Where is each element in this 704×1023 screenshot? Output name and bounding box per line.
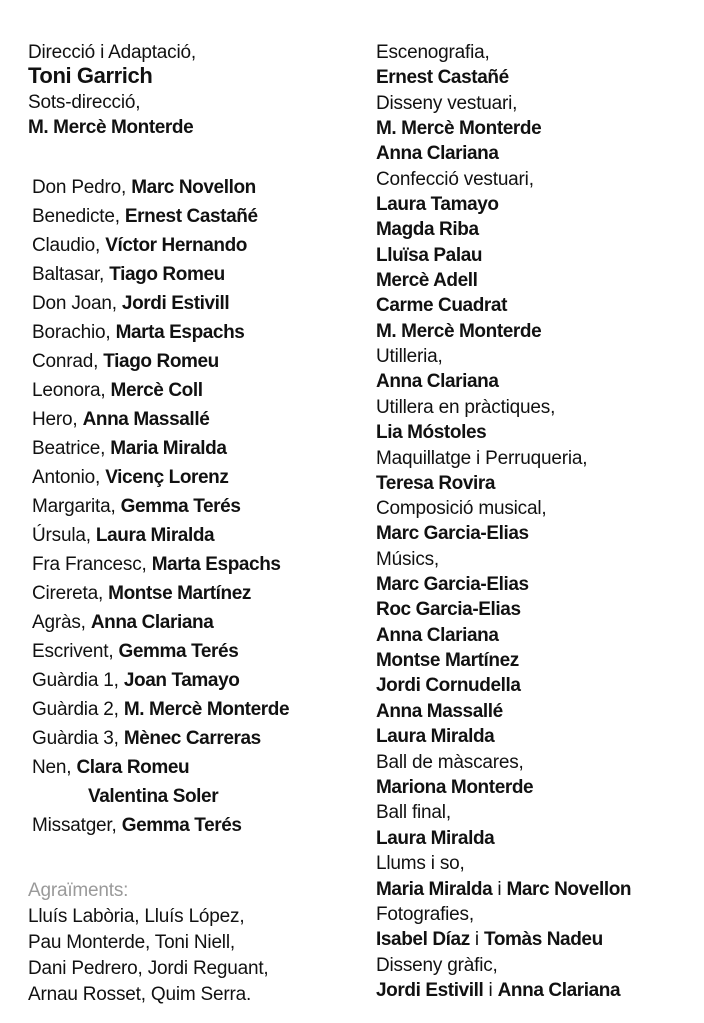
- cast-role: Missatger,: [32, 815, 117, 836]
- crew-role: Maquillatge i Perruqueria,: [376, 448, 588, 469]
- crew-role: Disseny gràfic,: [376, 955, 498, 976]
- crew-role: Llums i so,: [376, 853, 465, 874]
- cast-actor: Gemma Terés: [121, 815, 242, 836]
- cast-entry: [32, 583, 251, 605]
- cast-actor: Gemma Terés: [118, 641, 239, 662]
- cast-entry: [32, 235, 247, 257]
- cast-actor: Anna Clariana: [90, 612, 214, 633]
- cast-actor: Valentina Soler: [88, 786, 219, 807]
- cast-actor: Clara Romeu: [76, 757, 190, 778]
- cast-role: Úrsula,: [32, 525, 91, 546]
- cast-entry: [32, 409, 209, 431]
- cast-role: Escrivent,: [32, 641, 114, 662]
- cast-actor: Marta Espachs: [151, 554, 281, 575]
- cast-role: Fra Francesc,: [32, 554, 147, 575]
- cast-role: Benedicte,: [32, 206, 120, 227]
- crew-name: Carme Cuadrat: [376, 295, 508, 316]
- crew-name: Jordi Cornudella: [376, 675, 521, 696]
- cast-role: Nen,: [32, 757, 72, 778]
- acknowledgements-line: Arnau Rosset, Quim Serra.: [28, 984, 252, 1005]
- crew-role: Músics,: [376, 549, 439, 570]
- crew-name: Anna Massallé: [376, 701, 503, 722]
- crew-name: Laura Miralda: [376, 726, 495, 747]
- crew-role: Ball final,: [376, 802, 451, 823]
- crew-name: Marc Garcia-Elias: [376, 523, 529, 544]
- cast-entry: [32, 177, 256, 199]
- crew-name: Laura Tamayo: [376, 194, 499, 215]
- cast-role: Margarita,: [32, 496, 116, 517]
- cast-role: Beatrice,: [32, 438, 106, 459]
- crew-name: Lluïsa Palau: [376, 245, 483, 266]
- crew-name: Montse Martínez: [376, 650, 519, 671]
- crew-role: Disseny vestuari,: [376, 93, 518, 114]
- cast-entry: [32, 496, 241, 518]
- crew-role: Ball de màscares,: [376, 752, 524, 773]
- direction-role: Direcció i Adaptació,: [28, 42, 196, 63]
- cast-entry: [32, 728, 261, 750]
- conjunction: i: [474, 929, 479, 950]
- cast-role: Leonora,: [32, 380, 106, 401]
- crew-name: Jordi Estivill: [376, 980, 484, 1001]
- cast-entry: [32, 293, 229, 315]
- assistant-director-name: M. Mercè Monterde: [28, 117, 194, 138]
- crew-name-pair: [376, 879, 631, 901]
- cast-entry: [32, 467, 229, 489]
- cast-actor: Mènec Carreras: [123, 728, 261, 749]
- cast-entry: [32, 264, 225, 286]
- cast-entry: [32, 351, 219, 373]
- acknowledgements-heading: Agraïments:: [28, 880, 129, 901]
- cast-role: Don Joan,: [32, 293, 117, 314]
- crew-name: Ernest Castañé: [376, 67, 509, 88]
- cast-role: Guàrdia 3,: [32, 728, 119, 749]
- crew-name: Anna Clariana: [376, 625, 499, 646]
- cast-entry: [32, 380, 203, 402]
- crew-name: Marc Garcia-Elias: [376, 574, 529, 595]
- cast-entry: [32, 757, 189, 779]
- crew-name: M. Mercè Monterde: [376, 118, 542, 139]
- crew-name: Teresa Rovira: [376, 473, 496, 494]
- crew-role: Utilleria,: [376, 346, 443, 367]
- cast-entry: [32, 699, 289, 721]
- cast-entry: [32, 641, 238, 663]
- cast-entry: [32, 206, 258, 228]
- cast-role: Claudio,: [32, 235, 101, 256]
- cast-entry: [32, 322, 244, 344]
- cast-role: Guàrdia 2,: [32, 699, 119, 720]
- cast-actor: M. Mercè Monterde: [123, 699, 290, 720]
- cast-role: Conrad,: [32, 351, 99, 372]
- cast-role: Antonio,: [32, 467, 101, 488]
- crew-name: Maria Miralda: [376, 879, 493, 900]
- crew-name: Roc Garcia-Elias: [376, 599, 521, 620]
- cast-role: Cirereta,: [32, 583, 104, 604]
- cast-actor: Marc Novellon: [131, 177, 256, 198]
- cast-role: Borachio,: [32, 322, 111, 343]
- cast-role: Guàrdia 1,: [32, 670, 119, 691]
- cast-entry: [32, 438, 227, 460]
- crew-name: Anna Clariana: [497, 980, 621, 1001]
- crew-role: Confecció vestuari,: [376, 169, 534, 190]
- cast-entry: [88, 786, 218, 808]
- cast-entry: [32, 525, 214, 547]
- director-name: Toni Garrich: [28, 63, 153, 88]
- cast-role: Agràs,: [32, 612, 86, 633]
- acknowledgements-line: Pau Monterde, Toni Niell,: [28, 932, 235, 953]
- crew-name: Isabel Díaz: [376, 929, 470, 950]
- cast-entry: [32, 670, 239, 692]
- crew-name-pair: [376, 929, 603, 951]
- assistant-direction-role: Sots-direcció,: [28, 92, 141, 113]
- crew-role: Utillera en pràctiques,: [376, 397, 556, 418]
- crew-role: Fotografies,: [376, 904, 474, 925]
- cast-actor: Maria Miralda: [110, 438, 227, 459]
- crew-name-pair: [376, 980, 620, 1002]
- crew-name: Marc Novellon: [506, 879, 632, 900]
- conjunction: i: [497, 879, 502, 900]
- acknowledgements-line: Lluís Labòria, Lluís López,: [28, 906, 245, 927]
- crew-name: Tomàs Nadeu: [484, 929, 603, 950]
- cast-actor: Laura Miralda: [95, 525, 215, 546]
- cast-entry: [32, 612, 213, 634]
- cast-actor: Mercè Coll: [110, 380, 203, 401]
- crew-name: Anna Clariana: [376, 371, 499, 392]
- cast-actor: Víctor Hernando: [105, 235, 248, 256]
- cast-actor: Joan Tamayo: [123, 670, 240, 691]
- cast-actor: Tiago Romeu: [109, 264, 225, 285]
- crew-name: M. Mercè Monterde: [376, 321, 542, 342]
- cast-actor: Jordi Estivill: [121, 293, 230, 314]
- cast-actor: Gemma Terés: [120, 496, 241, 517]
- crew-name: Laura Miralda: [376, 828, 495, 849]
- cast-role: Baltasar,: [32, 264, 105, 285]
- crew-role: Composició musical,: [376, 498, 547, 519]
- crew-name: Lia Móstoles: [376, 422, 487, 443]
- cast-actor: Vicenç Lorenz: [105, 467, 229, 488]
- conjunction: i: [488, 980, 493, 1001]
- cast-entry: [32, 815, 242, 837]
- crew-name: Anna Clariana: [376, 143, 499, 164]
- acknowledgements-line: Dani Pedrero, Jordi Reguant,: [28, 958, 269, 979]
- cast-actor: Ernest Castañé: [124, 206, 258, 227]
- cast-role: Hero,: [32, 409, 78, 430]
- crew-name: Magda Riba: [376, 219, 479, 240]
- cast-actor: Marta Espachs: [115, 322, 245, 343]
- crew-name: Mercè Adell: [376, 270, 478, 291]
- cast-actor: Anna Massallé: [82, 409, 210, 430]
- crew-name: Mariona Monterde: [376, 777, 534, 798]
- cast-entry: [32, 554, 281, 576]
- crew-role: Escenografia,: [376, 42, 490, 63]
- cast-role: Don Pedro,: [32, 177, 127, 198]
- cast-actor: Tiago Romeu: [103, 351, 219, 372]
- cast-actor: Montse Martínez: [108, 583, 252, 604]
